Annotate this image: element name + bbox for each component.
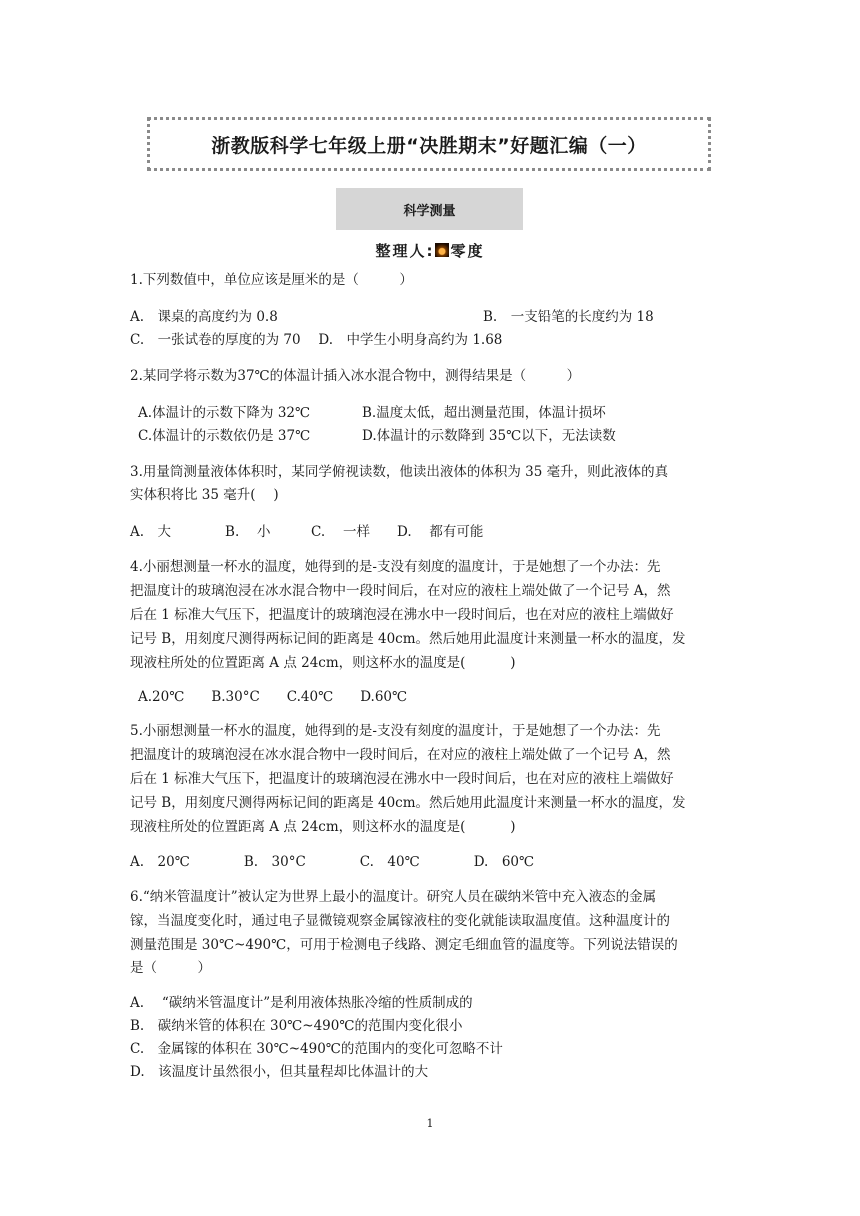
q2-stem: 2.某同学将示数为37℃的体温计插入冰水混合物中，测得结果是（ ）: [130, 368, 581, 384]
q4-stem-line: 后在 1 标准大气压下，把温度计的玻璃泡浸在沸水中一段时间后，也在对应的液柱上端做好: [130, 607, 674, 623]
q6-option-c: C. 金属镓的体积在 30℃~490℃的范围内的变化可忽略不计: [130, 1041, 503, 1057]
q5-stem-line: 记号 B，用刻度尺测得两标记间的距离是 40cm。然后她用此温度计来测量一杯水的温度，发: [130, 795, 686, 811]
avatar-icon: [435, 243, 449, 257]
q6-stem-line: 镓，当温度变化时，通过电子显微镜观察金属镓液柱的变化就能读取温度值。这种温度计的: [130, 913, 670, 929]
q6-stem-line: 测量范围是 30℃~490℃，可用于检测电子线路、测定毛细血管的温度等。下列说法错误的: [130, 937, 678, 953]
q1-option-c-d: C. 一张试卷的厚度的为 70 D. 中学生小明身高约为 1.68: [130, 332, 503, 348]
q6-option-d: D. 该温度计虽然很小，但其量程却比体温计的大: [130, 1064, 429, 1080]
page-number: 1: [426, 1117, 434, 1130]
q4-options: A.20℃ B.30°C C.40℃ D.60℃: [138, 689, 408, 705]
q1-stem: 1.下列数值中，单位应该是厘米的是（ ）: [130, 272, 413, 288]
q2-option-a: A.体温计的示数下降为 32℃: [138, 405, 311, 421]
q1-option-b: B. 一支铅笔的长度约为 18: [483, 309, 654, 325]
q5-stem-line: 5.小丽想测量一杯水的温度，她得到的是-支没有刻度的温度计，于是她想了一个办法：先: [130, 723, 661, 739]
q6-stem-line: 6.“纳米管温度计”被认定为世界上最小的温度计。研究人员在碳纳米管中充入液态的金属: [130, 889, 657, 905]
q2-option-b: B.温度太低，超出测量范围，体温计损坏: [362, 405, 606, 421]
q3-stem-line: 3.用量筒测量液体体积时，某同学俯视读数，他读出液体的体积为 35 毫升，则此液体的真: [130, 464, 669, 480]
q6-option-a: A. “碳纳米管温度计”是利用液体热胀冷缩的性质制成的: [130, 995, 473, 1011]
q4-stem-line: 现液柱所处的位置距离 A 点 24cm，则这杯水的温度是( ): [130, 655, 516, 671]
compiler-line: [0, 240, 860, 261]
q3-options: A. 大 B. 小 C. 一样 D. 都有可能: [130, 524, 484, 540]
q4-stem-line: 把温度计的玻璃泡浸在冰水混合物中一段时间后，在对应的液柱上端处做了一个记号 A，然: [130, 583, 671, 599]
q3-stem-line: 实体积将比 35 毫升( ): [130, 487, 279, 503]
q4-stem-line: 记号 B，用刻度尺测得两标记间的距离是 40cm。然后她用此温度计来测量一杯水的温度，发: [130, 631, 686, 647]
q2-option-c: C.体温计的示数依仍是 37℃: [138, 428, 311, 444]
q5-options: A. 20℃ B. 30°C C. 40℃ D. 60℃: [130, 854, 535, 870]
q2-option-d: D.体温计的示数降到 35℃以下，无法读数: [362, 428, 616, 444]
q5-stem-line: 现液柱所处的位置距离 A 点 24cm，则这杯水的温度是( ): [130, 819, 516, 835]
section-title: 科学测量: [403, 203, 456, 219]
compiler-name: 零度: [450, 242, 485, 260]
q6-stem-line: 是（ ）: [130, 960, 211, 976]
section-label-box: [336, 188, 523, 230]
title-frame: [147, 117, 711, 171]
compiler-prefix: 整理人:: [375, 242, 435, 260]
q5-stem-line: 后在 1 标准大气压下，把温度计的玻璃泡浸在沸水中一段时间后，也在对应的液柱上端做好: [130, 771, 674, 787]
q1-option-a: A. 课桌的高度约为 0.8: [130, 309, 278, 325]
document-title: 浙教版科学七年级上册“决胜期末”好题汇编（一）: [211, 134, 647, 157]
q6-option-b: B. 碳纳米管的体积在 30℃~490℃的范围内变化很小: [130, 1018, 463, 1034]
q5-stem-line: 把温度计的玻璃泡浸在冰水混合物中一段时间后，在对应的液柱上端处做了一个记号 A，然: [130, 747, 671, 763]
q4-stem-line: 4.小丽想测量一杯水的温度，她得到的是-支没有刻度的温度计，于是她想了一个办法：先: [130, 559, 661, 575]
